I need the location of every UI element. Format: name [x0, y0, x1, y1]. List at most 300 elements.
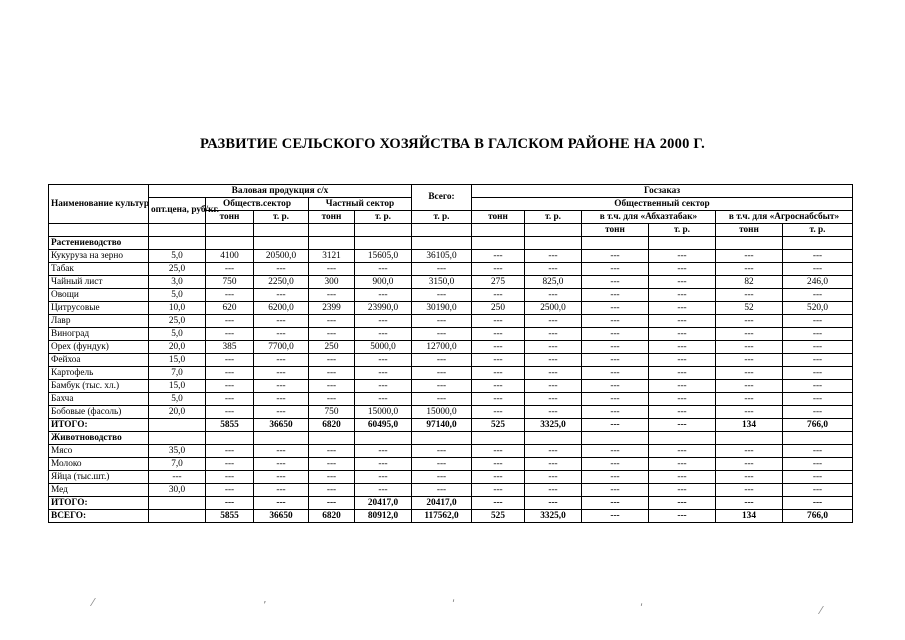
table-cell: ---: [206, 484, 254, 497]
table-cell: ---: [716, 289, 783, 302]
table-cell: ---: [525, 328, 582, 341]
empty-cell: [355, 432, 412, 445]
table-cell: ---: [649, 393, 716, 406]
table-cell: ---: [649, 445, 716, 458]
table-cell: 246,0: [783, 276, 853, 289]
table-cell: 7,0: [149, 367, 206, 380]
empty-cell: [472, 432, 525, 445]
table-cell: 60495,0: [355, 419, 412, 432]
table-cell: ---: [412, 471, 472, 484]
table-cell: ---: [355, 289, 412, 302]
table-cell: ---: [355, 458, 412, 471]
table-cell: ---: [649, 471, 716, 484]
table-cell: ---: [412, 328, 472, 341]
table-cell: ---: [649, 458, 716, 471]
table-cell: 525: [472, 419, 525, 432]
table-cell: 82: [716, 276, 783, 289]
table-cell: ---: [309, 289, 355, 302]
table-cell: ---: [206, 367, 254, 380]
table-cell: 3325,0: [525, 510, 582, 523]
empty-cell: [472, 224, 525, 237]
table-cell: ---: [783, 471, 853, 484]
table-cell: 5855: [206, 510, 254, 523]
table-cell: ---: [783, 354, 853, 367]
unit-tonn: тонн: [716, 224, 783, 237]
scan-mark: ʹ: [452, 598, 456, 611]
table-cell: 275: [472, 276, 525, 289]
table-cell: 117562,0: [412, 510, 472, 523]
table-row: [49, 484, 853, 497]
table-cell: ---: [783, 484, 853, 497]
table-cell: 250: [472, 302, 525, 315]
row-label: Яйца (тыс.шт.): [49, 471, 149, 484]
table-row: [49, 302, 853, 315]
table-cell: ---: [254, 458, 309, 471]
table-cell: 520,0: [783, 302, 853, 315]
table-cell: ---: [525, 471, 582, 484]
table-cell: ---: [525, 250, 582, 263]
incl-agro-header: в т.ч. для «Агроснабсбыт»: [716, 211, 853, 224]
table-cell: 385: [206, 341, 254, 354]
row-label: ИТОГО:: [49, 419, 149, 432]
table-cell: ---: [254, 315, 309, 328]
grand-total-row: [49, 510, 853, 523]
table-cell: ---: [412, 315, 472, 328]
table-cell: ---: [582, 497, 649, 510]
table-cell: ---: [412, 458, 472, 471]
table-row: [49, 393, 853, 406]
row-label: Бамбук (тыс. хл.): [49, 380, 149, 393]
table-cell: ---: [525, 406, 582, 419]
empty-cell: [355, 224, 412, 237]
table-row: [49, 367, 853, 380]
table-cell: ---: [206, 471, 254, 484]
table-cell: ---: [783, 393, 853, 406]
table-cell: ---: [206, 315, 254, 328]
table-cell: ---: [355, 367, 412, 380]
table-cell: ---: [472, 471, 525, 484]
table-cell: ---: [309, 458, 355, 471]
table-cell: ---: [254, 497, 309, 510]
scan-mark: ʼ: [263, 599, 267, 612]
table-cell: ---: [783, 341, 853, 354]
table-cell: 10,0: [149, 302, 206, 315]
table-cell: ---: [716, 354, 783, 367]
row-label: ВСЕГО:: [49, 510, 149, 523]
table-cell: ---: [525, 393, 582, 406]
section-label-animal: Животноводство: [49, 432, 149, 445]
table-cell: ---: [649, 419, 716, 432]
table-cell: ---: [649, 276, 716, 289]
table-cell: ---: [649, 302, 716, 315]
public-sector-full-header: Общественный сектор: [472, 198, 853, 211]
table-cell: ---: [412, 263, 472, 276]
unit-tr: т. р.: [254, 211, 309, 224]
scan-mark: ⁄: [820, 604, 822, 617]
table-cell: ---: [254, 263, 309, 276]
table-cell: ---: [254, 484, 309, 497]
table-cell: ---: [472, 354, 525, 367]
table-cell: ---: [254, 354, 309, 367]
table-cell: ---: [649, 315, 716, 328]
table-cell: ---: [472, 250, 525, 263]
table-cell: ---: [783, 497, 853, 510]
agriculture-table: [48, 184, 853, 523]
table-cell: ---: [582, 367, 649, 380]
table-cell: 6200,0: [254, 302, 309, 315]
table-cell: 5000,0: [355, 341, 412, 354]
table-cell: ---: [582, 315, 649, 328]
table-cell: 30190,0: [412, 302, 472, 315]
table-cell: ---: [716, 328, 783, 341]
table-cell: ---: [525, 367, 582, 380]
unit-tr: т. р.: [525, 211, 582, 224]
table-cell: ---: [309, 380, 355, 393]
table-cell: ---: [649, 510, 716, 523]
table-cell: ---: [525, 380, 582, 393]
table-cell: ---: [254, 367, 309, 380]
table-cell: [149, 510, 206, 523]
table-cell: ---: [783, 263, 853, 276]
table-cell: ---: [783, 367, 853, 380]
table-cell: 2500,0: [525, 302, 582, 315]
empty-cell: [649, 432, 716, 445]
table-row: [49, 458, 853, 471]
table-cell: 12700,0: [412, 341, 472, 354]
table-row: [49, 471, 853, 484]
table-cell: ---: [649, 354, 716, 367]
table-cell: ---: [355, 354, 412, 367]
table-row: [49, 315, 853, 328]
price-header: опт.цена, руб/кг.: [149, 198, 206, 224]
table-cell: ---: [582, 393, 649, 406]
table-cell: ---: [649, 484, 716, 497]
table-cell: ---: [649, 497, 716, 510]
table-row: [49, 328, 853, 341]
table-cell: 20,0: [149, 406, 206, 419]
table-cell: 15000,0: [355, 406, 412, 419]
table-cell: 300: [309, 276, 355, 289]
total-row-plant: [49, 419, 853, 432]
table-cell: ---: [582, 406, 649, 419]
table-cell: 134: [716, 510, 783, 523]
table-cell: 25,0: [149, 315, 206, 328]
unit-tonn: тонн: [309, 211, 355, 224]
table-cell: ---: [355, 263, 412, 276]
table-cell: 6820: [309, 419, 355, 432]
table-row: [49, 263, 853, 276]
empty-cell: [309, 224, 355, 237]
table-cell: 36105,0: [412, 250, 472, 263]
table-cell: ---: [206, 263, 254, 276]
table-cell: ---: [716, 315, 783, 328]
table-cell: ---: [716, 458, 783, 471]
empty-cell: [149, 224, 206, 237]
table-cell: ---: [254, 445, 309, 458]
table-cell: 35,0: [149, 445, 206, 458]
table-cell: ---: [582, 341, 649, 354]
table-cell: 20500,0: [254, 250, 309, 263]
row-label: Мед: [49, 484, 149, 497]
table-cell: ---: [309, 484, 355, 497]
row-label: Молоко: [49, 458, 149, 471]
table-cell: ---: [355, 471, 412, 484]
table-cell: ---: [525, 484, 582, 497]
table-cell: ---: [783, 380, 853, 393]
table-cell: 5,0: [149, 250, 206, 263]
table-cell: 15,0: [149, 354, 206, 367]
public-sector-header: Обществ.сектор: [206, 198, 309, 211]
table-cell: ---: [716, 393, 783, 406]
table-cell: ---: [254, 328, 309, 341]
table-cell: ---: [582, 484, 649, 497]
row-label: Бобовые (фасоль): [49, 406, 149, 419]
unit-tr: т. р.: [355, 211, 412, 224]
table-row: [49, 406, 853, 419]
table-cell: ---: [412, 484, 472, 497]
gross-production-header: Валовая продукция с/х: [149, 185, 412, 198]
table-cell: ---: [412, 354, 472, 367]
table-cell: ---: [472, 328, 525, 341]
row-label: Фейхоа: [49, 354, 149, 367]
table-cell: ---: [525, 263, 582, 276]
table-cell: ---: [716, 250, 783, 263]
table-cell: ---: [206, 328, 254, 341]
table-row: [49, 276, 853, 289]
row-label: Картофель: [49, 367, 149, 380]
table-cell: ---: [783, 328, 853, 341]
table-row: [49, 380, 853, 393]
table-cell: 20417,0: [412, 497, 472, 510]
empty-cell: [525, 224, 582, 237]
table-row: [49, 289, 853, 302]
table-cell: ---: [716, 497, 783, 510]
table-cell: ---: [472, 406, 525, 419]
row-label: Бахча: [49, 393, 149, 406]
row-label: Орех (фундук): [49, 341, 149, 354]
table-cell: ---: [309, 445, 355, 458]
table-cell: 3325,0: [525, 419, 582, 432]
table-cell: 20,0: [149, 341, 206, 354]
row-label: Чайный лист: [49, 276, 149, 289]
table-cell: 825,0: [525, 276, 582, 289]
table-cell: 2250,0: [254, 276, 309, 289]
table-cell: 750: [309, 406, 355, 419]
empty-cell: [412, 224, 472, 237]
section-row-animal: [49, 432, 853, 445]
row-label: Кукуруза на зерно: [49, 250, 149, 263]
table-cell: ---: [649, 406, 716, 419]
table-cell: 525: [472, 510, 525, 523]
unit-tr: т. р.: [649, 224, 716, 237]
table-cell: 3,0: [149, 276, 206, 289]
table-cell: ---: [582, 276, 649, 289]
table-cell: 5,0: [149, 393, 206, 406]
table-cell: ---: [582, 328, 649, 341]
unit-tr: т. р.: [783, 224, 853, 237]
table-cell: 52: [716, 302, 783, 315]
table-cell: 5,0: [149, 328, 206, 341]
table-cell: ---: [472, 484, 525, 497]
table-cell: ---: [582, 380, 649, 393]
table-cell: ---: [472, 445, 525, 458]
empty-cell: [254, 224, 309, 237]
table-cell: 7700,0: [254, 341, 309, 354]
table-cell: ---: [649, 250, 716, 263]
row-label: Табак: [49, 263, 149, 276]
table-cell: 750: [206, 276, 254, 289]
table-cell: ---: [716, 341, 783, 354]
scan-mark: ⁄: [92, 596, 94, 609]
table-cell: ---: [783, 445, 853, 458]
table-cell: ---: [412, 380, 472, 393]
table-cell: [149, 497, 206, 510]
table-cell: ---: [582, 302, 649, 315]
table-cell: ---: [649, 263, 716, 276]
table-cell: ---: [716, 445, 783, 458]
table-cell: ---: [309, 315, 355, 328]
table-cell: 5855: [206, 419, 254, 432]
table-cell: ---: [716, 471, 783, 484]
table-cell: ---: [716, 406, 783, 419]
table-cell: ---: [309, 393, 355, 406]
table-cell: ---: [355, 315, 412, 328]
table-cell: ---: [206, 445, 254, 458]
table-cell: ---: [783, 250, 853, 263]
table-cell: ---: [649, 328, 716, 341]
header-row-1: [49, 185, 853, 198]
table-cell: 4100: [206, 250, 254, 263]
table-cell: ---: [206, 289, 254, 302]
table-cell: ---: [525, 341, 582, 354]
table-cell: 15605,0: [355, 250, 412, 263]
table-cell: 23990,0: [355, 302, 412, 315]
table-cell: ---: [783, 315, 853, 328]
total-row-animal: [49, 497, 853, 510]
table-cell: ---: [309, 354, 355, 367]
row-label: ИТОГО:: [49, 497, 149, 510]
empty-cell: [412, 432, 472, 445]
empty-cell: [525, 432, 582, 445]
table-cell: 30,0: [149, 484, 206, 497]
empty-cell: [49, 224, 149, 237]
table-cell: 36650: [254, 419, 309, 432]
empty-cell: [582, 432, 649, 445]
table-cell: ---: [525, 354, 582, 367]
section-label-plant: Растениеводство: [49, 237, 149, 250]
table-cell: ---: [525, 315, 582, 328]
table-cell: ---: [309, 367, 355, 380]
table-cell: ---: [472, 341, 525, 354]
table-cell: ---: [472, 367, 525, 380]
table-cell: ---: [412, 367, 472, 380]
empty-cell: [309, 432, 355, 445]
table-cell: ---: [582, 263, 649, 276]
table-cell: ---: [582, 458, 649, 471]
table-cell: ---: [412, 289, 472, 302]
table-cell: ---: [355, 393, 412, 406]
table-cell: ---: [649, 367, 716, 380]
table-cell: ---: [254, 406, 309, 419]
incl-abkhaz-header: в т.ч. для «Абхазтабак»: [582, 211, 716, 224]
unit-tonn: тонн: [582, 224, 649, 237]
table-cell: ---: [649, 289, 716, 302]
table-cell: ---: [355, 380, 412, 393]
table-cell: ---: [254, 393, 309, 406]
empty-cell: [149, 432, 206, 445]
table-cell: ---: [716, 380, 783, 393]
section-row-plant: [49, 237, 853, 250]
row-label: Мясо: [49, 445, 149, 458]
table-cell: ---: [525, 497, 582, 510]
table-cell: ---: [206, 458, 254, 471]
table-cell: ---: [472, 458, 525, 471]
table-row: [49, 250, 853, 263]
table-cell: ---: [206, 406, 254, 419]
table-cell: ---: [206, 380, 254, 393]
empty-cell: [716, 432, 783, 445]
table-cell: ---: [149, 471, 206, 484]
table-row: [49, 354, 853, 367]
table-cell: ---: [525, 289, 582, 302]
table-cell: ---: [582, 445, 649, 458]
table-cell: ---: [472, 380, 525, 393]
table-cell: ---: [716, 263, 783, 276]
table-cell: ---: [355, 328, 412, 341]
table-cell: ---: [582, 471, 649, 484]
table-cell: ---: [582, 250, 649, 263]
table-cell: 5,0: [149, 289, 206, 302]
header-row-4: [49, 224, 853, 237]
page-title: РАЗВИТИЕ СЕЛЬСКОГО ХОЗЯЙСТВА В ГАЛСКОМ РАЙОНЕ НА 2000 Г.: [200, 136, 705, 152]
goszakaz-header: Госзаказ: [472, 185, 853, 198]
row-label: Виноград: [49, 328, 149, 341]
unit-tonn: тонн: [206, 211, 254, 224]
table-cell: ---: [525, 445, 582, 458]
table-cell: ---: [472, 289, 525, 302]
table-cell: ---: [582, 354, 649, 367]
table-cell: 15,0: [149, 380, 206, 393]
table-cell: ---: [206, 497, 254, 510]
table-cell: ---: [309, 263, 355, 276]
table-row: [49, 341, 853, 354]
total-header: Всего:: [412, 185, 472, 211]
table-cell: ---: [355, 445, 412, 458]
table-cell: ---: [206, 393, 254, 406]
table-cell: ---: [206, 354, 254, 367]
unit-tr: т. р.: [412, 211, 472, 224]
table-cell: ---: [254, 471, 309, 484]
table-cell: ---: [412, 445, 472, 458]
table-cell: ---: [783, 458, 853, 471]
table-cell: 6820: [309, 510, 355, 523]
private-sector-header: Частный сектор: [309, 198, 412, 211]
table-cell: ---: [472, 263, 525, 276]
empty-cell: [254, 432, 309, 445]
table-cell: 766,0: [783, 510, 853, 523]
table-cell: 3150,0: [412, 276, 472, 289]
table-cell: ---: [254, 289, 309, 302]
table-cell: 3121: [309, 250, 355, 263]
row-label: Лавр: [49, 315, 149, 328]
table-cell: ---: [309, 497, 355, 510]
unit-tonn: тонн: [472, 211, 525, 224]
table-cell: 7,0: [149, 458, 206, 471]
table-cell: 36650: [254, 510, 309, 523]
table-cell: ---: [472, 393, 525, 406]
table-cell: ---: [355, 484, 412, 497]
table-cell: 80912,0: [355, 510, 412, 523]
